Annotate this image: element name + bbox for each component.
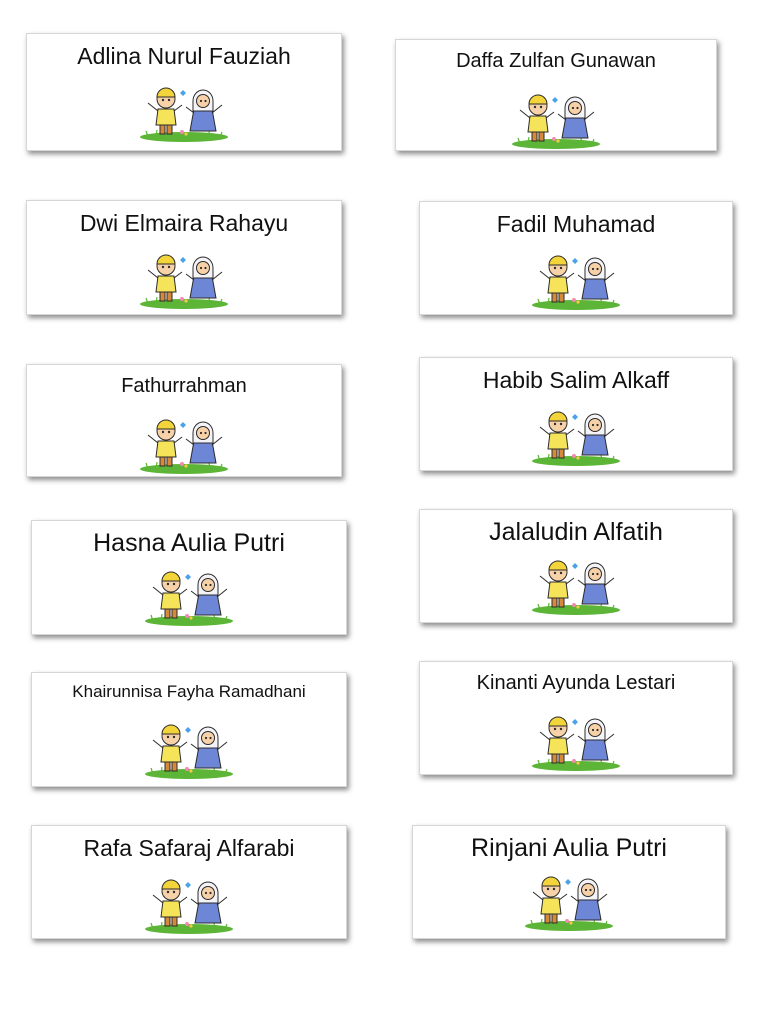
muslim-kids-waving-icon [136, 246, 232, 310]
name-label-card [395, 39, 717, 151]
student-name: Dwi Elmaira Rahayu [79, 210, 289, 236]
muslim-kids-waving-icon [136, 411, 232, 475]
student-name: Khairunnisa Fayha Ramadhani [72, 682, 306, 701]
student-name: Kinanti Ayunda Lestari [476, 672, 676, 694]
muslim-kids-waving-icon [141, 871, 237, 935]
student-name: Daffa Zulfan Gunawan [456, 50, 656, 72]
student-name: Fathurrahman [121, 375, 247, 397]
student-name: Adlina Nurul Fauziah [77, 43, 291, 69]
name-label-card [26, 364, 342, 477]
student-name: Habib Salim Alkaff [482, 367, 670, 393]
muslim-kids-waving-icon [528, 708, 624, 772]
muslim-kids-waving-icon [136, 79, 232, 143]
muslim-kids-waving-icon [141, 563, 237, 627]
muslim-kids-waving-icon [141, 716, 237, 780]
student-name: Fadil Muhamad [496, 211, 656, 237]
name-label-card [26, 33, 342, 151]
muslim-kids-waving-icon [528, 552, 624, 616]
name-label-card [419, 509, 733, 623]
name-label-card [412, 825, 726, 939]
student-name: Rinjani Aulia Putri [471, 834, 667, 862]
muslim-kids-waving-icon [528, 247, 624, 311]
name-label-card [419, 357, 733, 471]
muslim-kids-waving-icon [521, 868, 617, 932]
muslim-kids-waving-icon [508, 86, 604, 150]
name-label-card [419, 661, 733, 775]
muslim-kids-waving-icon [528, 403, 624, 467]
name-label-card [31, 672, 347, 787]
student-name: Rafa Safaraj Alfarabi [83, 835, 295, 861]
name-label-card [31, 825, 347, 939]
student-name: Jalaludin Alfatih [489, 518, 663, 546]
name-label-card [26, 200, 342, 315]
name-label-card [419, 201, 733, 315]
student-name: Hasna Aulia Putri [93, 529, 285, 557]
name-label-card [31, 520, 347, 635]
